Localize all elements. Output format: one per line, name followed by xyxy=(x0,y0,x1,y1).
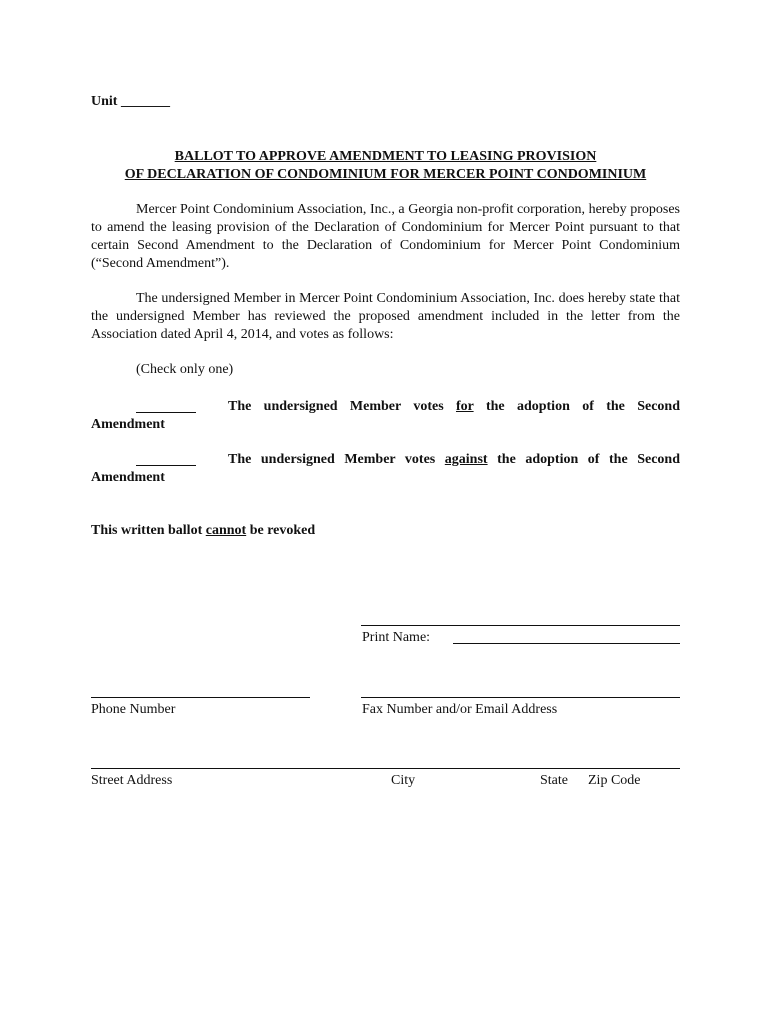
check-instruction: (Check only one) xyxy=(136,362,234,377)
fax-email-label: Fax Number and/or Email Address xyxy=(362,702,558,717)
address-line[interactable] xyxy=(91,768,680,769)
vote-against-after: the adoption of the Second xyxy=(487,452,680,467)
print-name-line[interactable] xyxy=(453,643,680,644)
fax-email-line[interactable] xyxy=(361,697,680,698)
phone-number-line[interactable] xyxy=(91,697,310,698)
document-title-line-2: OF DECLARATION OF CONDOMINIUM FOR MERCER POINT CONDOMINIUM xyxy=(124,167,647,182)
document-title-line-1: BALLOT TO APPROVE AMENDMENT TO LEASING PROVISION xyxy=(174,149,597,164)
zip-code-label: Zip Code xyxy=(588,773,641,788)
revocation-notice xyxy=(91,522,315,540)
vote-against-text xyxy=(228,451,680,469)
vote-against-keyword: against xyxy=(444,452,488,467)
revocation-keyword: cannot xyxy=(205,523,247,538)
state-label: State xyxy=(540,773,568,788)
revocation-before: This written ballot xyxy=(91,523,206,538)
vote-for-checkbox-line[interactable] xyxy=(136,412,196,413)
member-statement-paragraph: The undersigned Member in Mercer Point Condominium Association, Inc. does hereby state that the undersigned Member has reviewed the proposed amendment included in the letter from the Association dated April 4, 2014, and votes as follows: xyxy=(91,291,680,342)
vote-against-before: The undersigned Member votes xyxy=(228,452,445,467)
city-label: City xyxy=(391,773,416,788)
unit-field xyxy=(91,93,170,111)
unit-label: Unit xyxy=(91,94,118,109)
street-address-label: Street Address xyxy=(91,773,173,788)
signature-line[interactable] xyxy=(361,625,680,626)
vote-against-checkbox-line[interactable] xyxy=(136,465,196,466)
vote-for-keyword: for xyxy=(455,399,474,414)
vote-for-after: the adoption of the Second xyxy=(473,399,680,414)
unit-blank[interactable]: _______ xyxy=(120,94,170,109)
print-name-label: Print Name: xyxy=(362,630,431,645)
vote-for-text xyxy=(228,398,680,416)
vote-for-before: The undersigned Member votes xyxy=(228,399,456,414)
vote-for-continuation: Amendment xyxy=(91,417,165,432)
intro-paragraph: Mercer Point Condominium Association, Inc., a Georgia non-profit corporation, hereby proposes to amend the leasing provision of the Declaration of Condominium for Mercer Point pursuant to that certain Second Amendment to the Declaration of Condominium for Mercer Point Condominium (“Second Amendment”). xyxy=(91,202,680,271)
phone-number-label: Phone Number xyxy=(91,702,176,717)
vote-against-continuation: Amendment xyxy=(91,470,165,485)
revocation-after: be revoked xyxy=(246,523,316,538)
